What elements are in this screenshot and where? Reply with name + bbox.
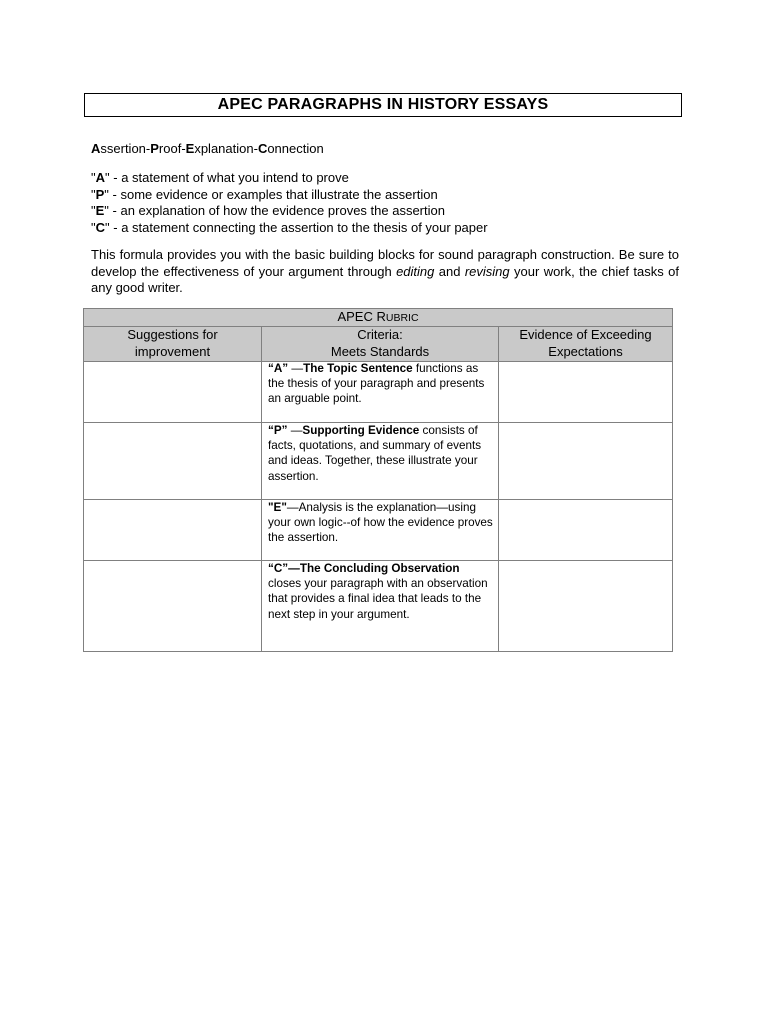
header-line: improvement [134,343,211,359]
criteria-letter: “P” [268,424,288,437]
criteria-cell [262,561,499,652]
acronym-letter-a: A [91,141,101,156]
definition-text: - a statement of what you intend to prove [109,170,349,185]
criteria-dash: — [288,362,304,375]
definition-e: "E" - an explanation of how the evidence proves the assertion [91,203,445,218]
acronym-letter-c: C [257,141,268,156]
definition-letter: E [95,203,105,218]
intro-text: This formula provides you with the basic building blocks for sound paragraph construction. Be sure to develop the effectiveness of your argument through [91,247,679,279]
header-suggestions [84,327,262,362]
header-exceeding [499,327,673,362]
header-line: Criteria: [357,327,403,342]
exceeding-cell [499,423,673,500]
acronym-letter-e: E [185,141,195,156]
acronym-word-c: onnection [267,141,324,156]
definition-text: - a statement connecting the assertion to the thesis of your paper [109,219,488,235]
definition-text: - some evidence or examples that illustrate the assertion [108,186,438,202]
header-line: Suggestions for [127,327,218,342]
definitions-list [91,170,679,236]
rubric-caption-main: APEC R [337,309,386,324]
suggestions-cell [84,561,262,652]
suggestions-cell [84,362,262,423]
definition-a: "A" - a statement of what you intend to prove [91,170,349,185]
criteria-text: consists of facts, quotations, and summary of events and ideas. Together, these illustrate your assertion. [268,424,482,483]
criteria-letter: “C” [268,562,289,575]
acronym-letter-p: P [150,141,159,156]
definition-p: "P" - some evidence or examples that illustrate the assertion [91,186,438,202]
criteria-cell [262,500,499,561]
rubric-row-a [84,362,673,423]
exceeding-cell [499,362,673,423]
criteria-letter: “A” [268,362,289,375]
rubric-caption [84,309,673,327]
criteria-text: functions as the thesis of your paragraph and presents an arguable point. [268,362,485,406]
intro-emphasis-editing: editing [396,263,435,279]
header-line: Expectations [548,343,623,359]
rubric-header-row [84,327,673,362]
intro-text: your work, the chief tasks of any good writer. [91,263,679,295]
criteria-term: Supporting Evidence [302,424,420,437]
criteria-text: closes your paragraph with an observation that provides a final idea that leads to the next step in your argument. [268,577,488,621]
exceeding-cell [499,500,673,561]
criteria-text: —Analysis is the explanation—using your own logic--of how the evidence proves the assertion. [268,501,493,545]
intro-emphasis-revising: revising [464,263,510,279]
header-criteria [262,327,499,362]
definition-letter: A [95,170,106,185]
suggestions-cell [84,500,262,561]
definition-letter: C [95,219,106,235]
header-line: Meets Standards [330,343,430,359]
criteria-letter: "E" [268,501,287,514]
rubric-row-e [84,500,673,561]
rubric-row-p [84,423,673,500]
criteria-cell [262,423,499,500]
page-title: APEC PARAGRAPHS IN HISTORY ESSAYS [84,93,682,117]
definition-letter: P [95,186,105,202]
header-line: Evidence of Exceeding [519,327,652,342]
definition-text: - an explanation of how the evidence proves the assertion [108,203,445,218]
exceeding-cell [499,561,673,652]
apec-rubric-table [83,308,673,652]
intro-paragraph [91,247,679,297]
definition-c: "C" - a statement connecting the assertion to the thesis of your paper [91,219,488,235]
acronym-word-e: xplanation- [194,141,258,156]
criteria-term: The Concluding Observation [299,562,460,575]
criteria-cell [262,362,499,423]
rubric-caption-row [84,309,673,327]
intro-text: and [434,263,465,279]
suggestions-cell [84,423,262,500]
criteria-dash: — [287,424,303,437]
rubric-caption-smallcaps: UBRIC [385,312,419,324]
rubric-row-c [84,561,673,652]
criteria-dash: — [288,562,300,575]
apec-acronym-line [91,141,679,158]
criteria-term: The Topic Sentence [303,362,413,375]
acronym-word-a: ssertion- [100,141,151,156]
acronym-word-p: roof- [158,141,186,156]
